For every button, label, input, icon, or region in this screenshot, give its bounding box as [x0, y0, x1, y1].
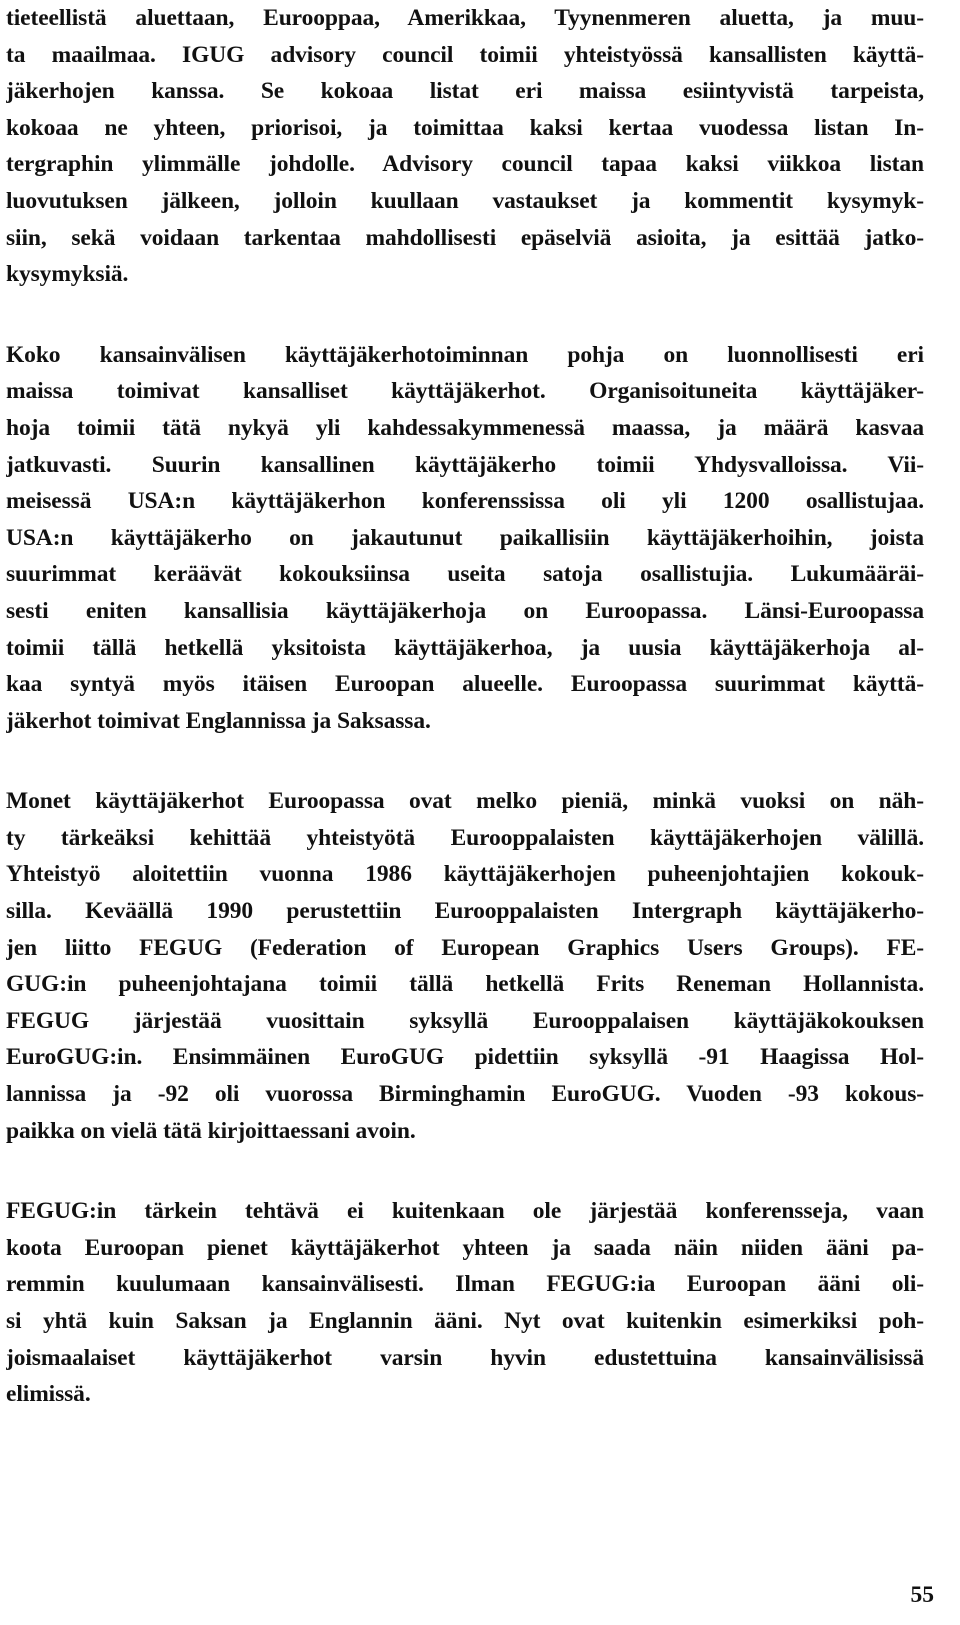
- text-line: suurimmat keräävät kokouksiinsa useita satoja osallistujia. Lukumääräi-: [6, 561, 924, 588]
- text-line: meisessä USA:n käyttäjäkerhon konferenssissa oli yli 1200 osallistujaa.: [6, 488, 924, 515]
- paragraph-spacer: [6, 739, 924, 783]
- text-line: si yhtä kuin Saksan ja Englannin ääni. Nyt ovat kuitenkin esimerkiksi poh-: [6, 1308, 924, 1334]
- text-line: GUG:in puheenjohtajana toimii tällä hetkellä Frits Reneman Hollannista.: [6, 971, 924, 998]
- text-line: silla. Keväällä 1990 perustettiin Eurooppalaisten Intergraph käyttäjäkerho-: [6, 898, 924, 925]
- text-line: joismaalaiset käyttäjäkerhot varsin hyvin edustettuina kansainvälisissä: [6, 1344, 924, 1371]
- text-line: FEGUG:in tärkein tehtävä ei kuitenkaan ole järjestää konferensseja, vaan: [6, 1198, 924, 1225]
- text-line: sesti eniten kansallisia käyttäjäkerhoja on Euroopassa. Länsi-Euroopassa: [6, 597, 924, 624]
- text-line: Koko kansainvälisen käyttäjäkerhotoiminnan pohja on luonnollisesti eri: [6, 341, 924, 368]
- text-line: koota Euroopan pienet käyttäjäkerhot yhteen ja saada näin niiden ääni pa-: [6, 1234, 924, 1261]
- text-line: maissa toimivat kansalliset käyttäjäkerhot. Organisoituneita käyttäjäker-: [6, 378, 924, 405]
- paragraph-3: [6, 783, 924, 1149]
- paragraph-2: [6, 337, 924, 740]
- text-line: jäkerhot toimivat Englannissa ja Saksassa.: [6, 707, 431, 734]
- paragraph-1: [6, 0, 924, 293]
- text-line: elimissä.: [6, 1381, 91, 1408]
- text-line: kysymyksiä.: [6, 261, 129, 288]
- text-line: tieteellistä aluettaan, Eurooppaa, Amerikkaa, Tyynenmeren aluetta, ja muu-: [6, 5, 924, 31]
- text-line: hoja toimii tätä nykyä yli kahdessakymmenessä maassa, ja määrä kasvaa: [6, 414, 924, 441]
- text-line: kokoaa ne yhteen, priorisoi, ja toimittaa kaksi kertaa vuodessa listan In-: [6, 114, 924, 141]
- text-line: lannissa ja -92 oli vuorossa Birminghamin EuroGUG. Vuoden -93 kokous-: [6, 1081, 924, 1108]
- text-line: siin, sekä voidaan tarkentaa mahdollisesti epäselviä asioita, ja esittää jatko-: [6, 224, 924, 251]
- paragraph-spacer: [6, 1149, 924, 1193]
- text-line: jatkuvasti. Suurin kansallinen käyttäjäkerho toimii Yhdysvalloissa. Vii-: [6, 451, 924, 478]
- text-line: tergraphin ylimmälle johdolle. Advisory council tapaa kaksi viikkoa listan: [6, 151, 924, 178]
- text-line: remmin kuulumaan kansainvälisesti. Ilman FEGUG:ia Euroopan ääni oli-: [6, 1271, 924, 1298]
- text-line: jen liitto FEGUG (Federation of European Graphics Users Groups). FE-: [6, 934, 924, 961]
- text-line: EuroGUG:in. Ensimmäinen EuroGUG pidettiin syksyllä -91 Haagissa Hol-: [6, 1044, 924, 1071]
- paragraph-spacer: [6, 293, 924, 337]
- text-line: paikka on vielä tätä kirjoittaessani avoin.: [6, 1117, 416, 1144]
- text-line: ty tärkeäksi kehittää yhteistyötä Eurooppalaisten käyttäjäkerhojen välillä.: [6, 824, 924, 851]
- text-line: jäkerhojen kanssa. Se kokoaa listat eri maissa esiintyvistä tarpeista,: [6, 78, 924, 105]
- text-line: luovutuksen jälkeen, jolloin kuullaan vastaukset ja kommentit kysymyk-: [6, 187, 924, 214]
- paragraph-4: [6, 1193, 924, 1413]
- text-line: Yhteistyö aloitettiin vuonna 1986 käyttäjäkerhojen puheenjohtajien kokouk-: [6, 861, 924, 888]
- document-page: [6, 0, 924, 1413]
- text-line: USA:n käyttäjäkerho on jakautunut paikallisiin käyttäjäkerhoihin, joista: [6, 524, 924, 551]
- text-line: ta maailmaa. IGUG advisory council toimii yhteistyössä kansallisten käyttä-: [6, 41, 924, 68]
- page-number: 55: [910, 1582, 934, 1608]
- text-line: toimii tällä hetkellä yksitoista käyttäjäkerhoa, ja uusia käyttäjäkerhoja al-: [6, 634, 924, 661]
- text-line: Monet käyttäjäkerhot Euroopassa ovat melko pieniä, minkä vuoksi on näh-: [6, 788, 924, 815]
- text-line: kaa syntyä myös itäisen Euroopan alueelle. Euroopassa suurimmat käyttä-: [6, 671, 924, 698]
- text-line: FEGUG järjestää vuosittain syksyllä Eurooppalaisen käyttäjäkokouksen: [6, 1007, 924, 1034]
